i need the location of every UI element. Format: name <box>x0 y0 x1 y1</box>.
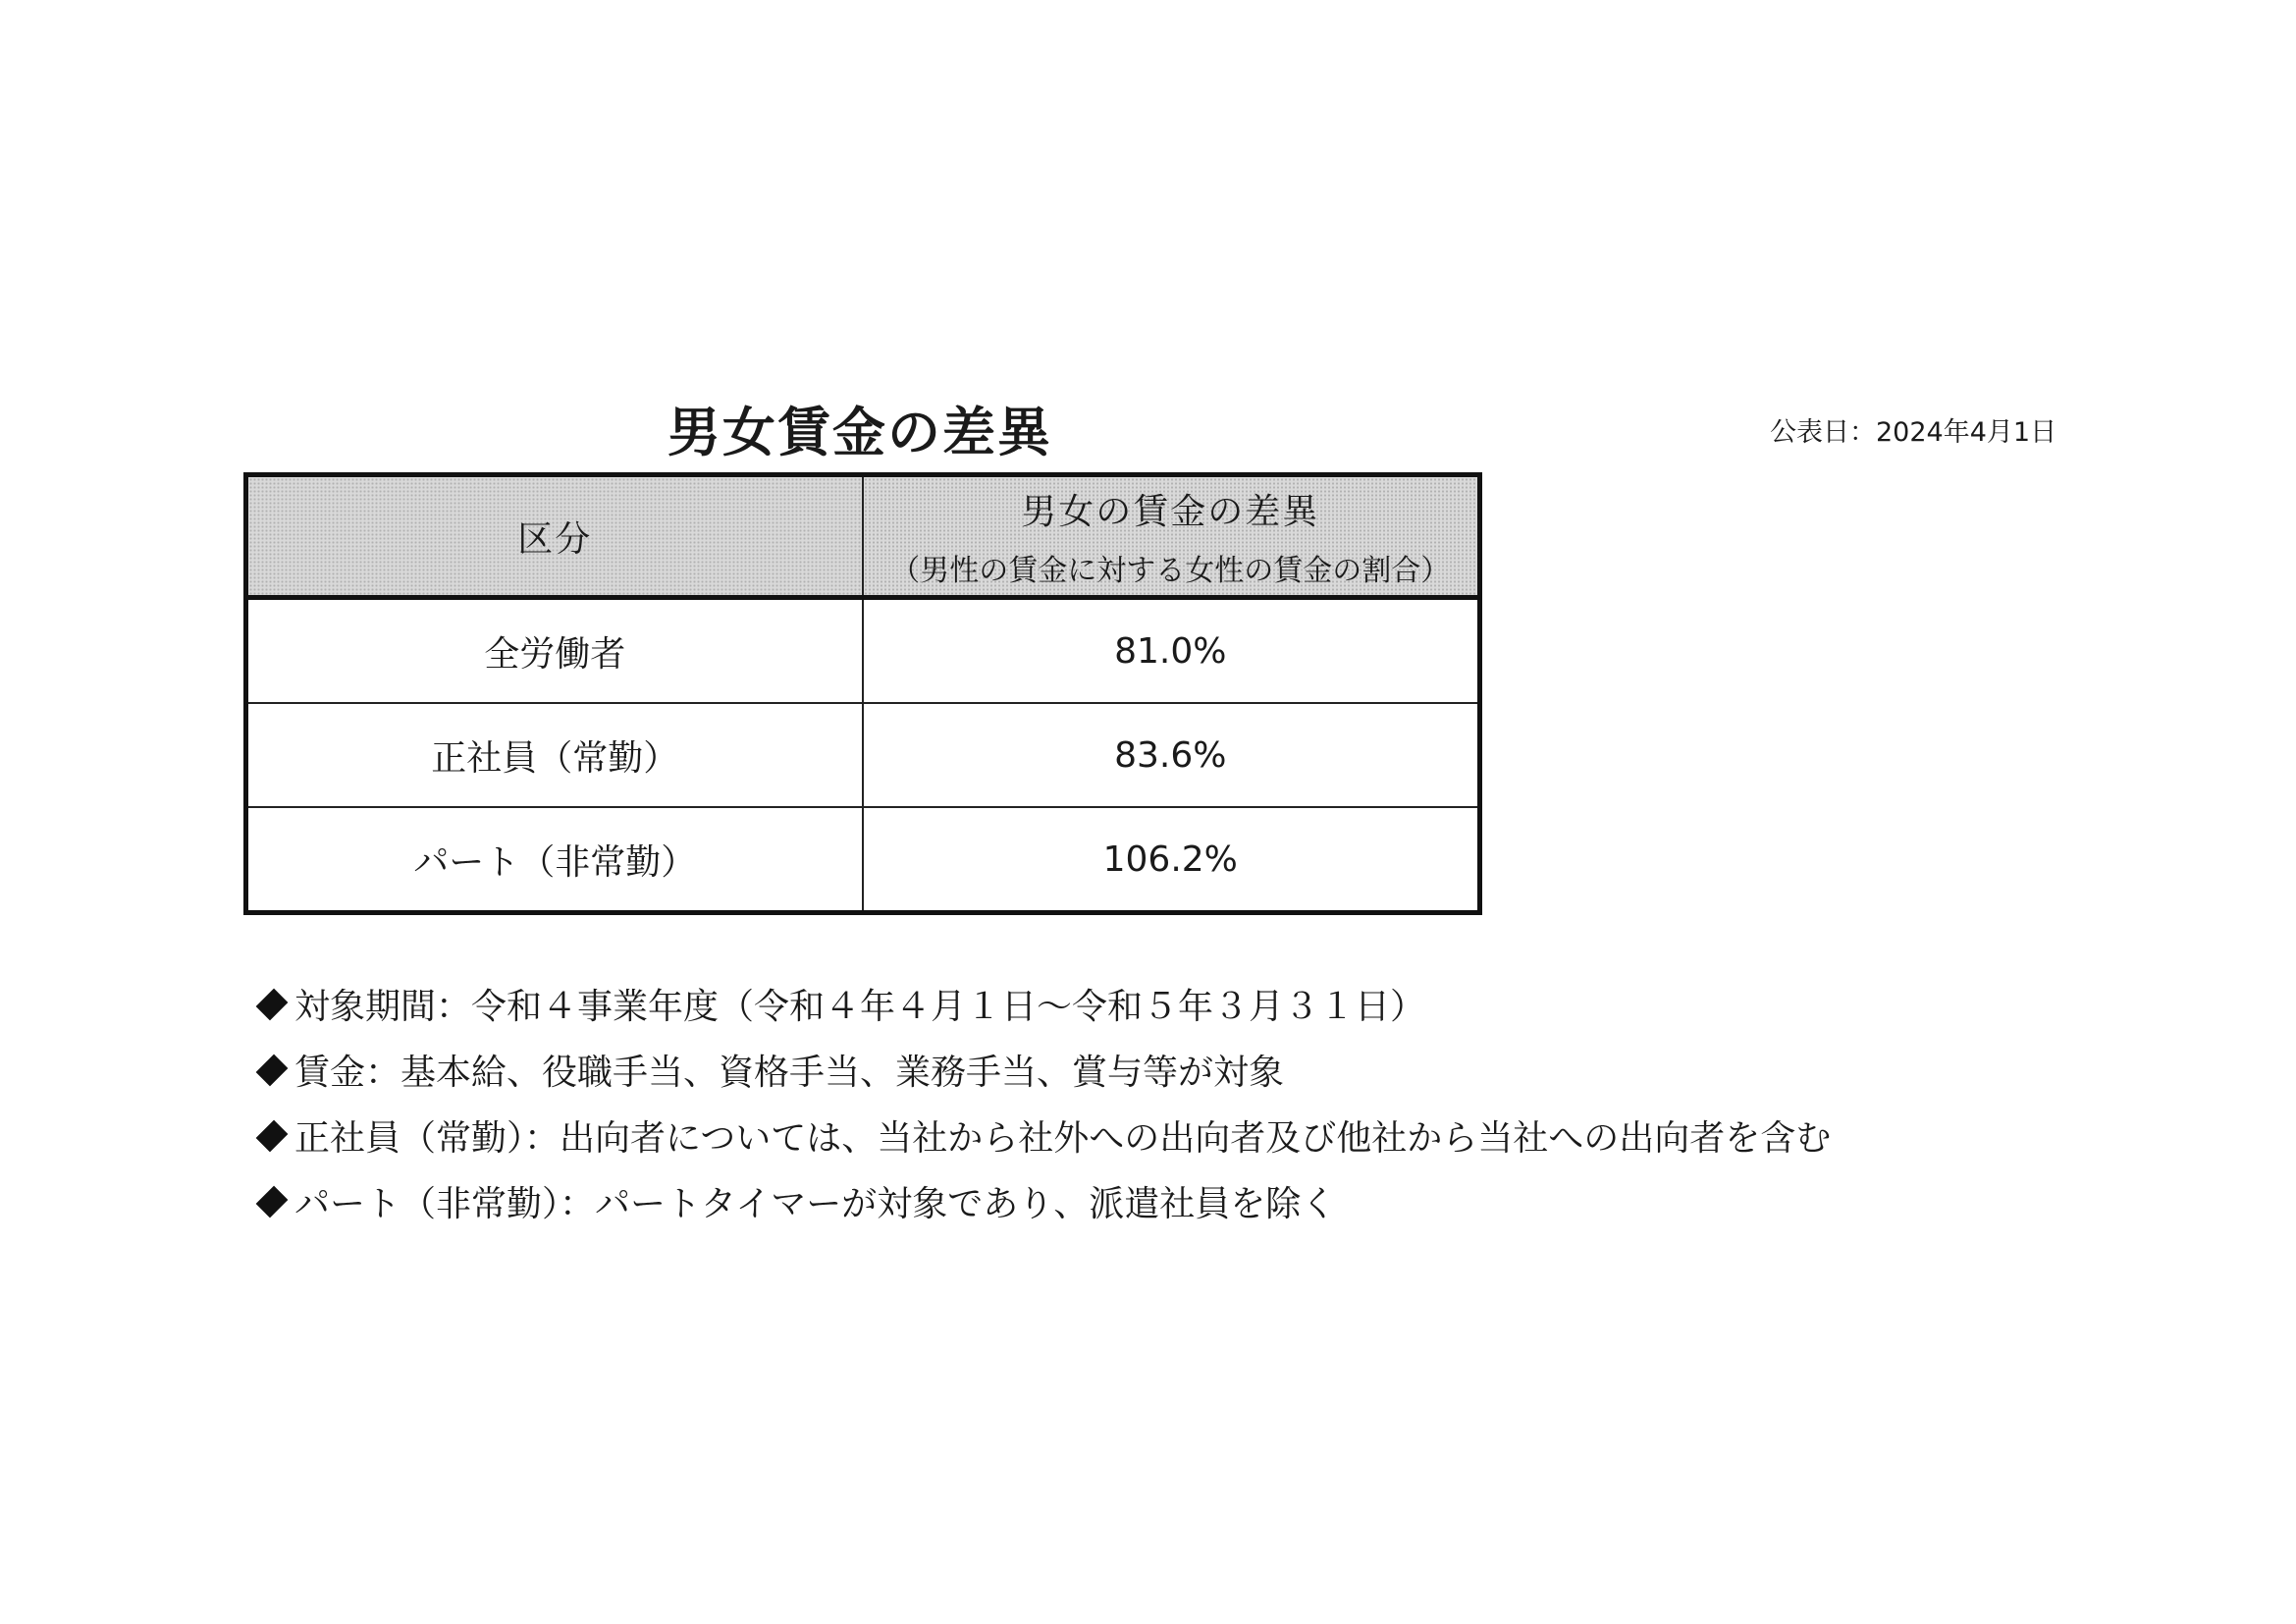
header-value-label: 男女の賃金の差異 <box>1021 491 1320 532</box>
wage-gap-table <box>243 472 1482 915</box>
table-header-row <box>246 475 1480 598</box>
diamond-bullet-icon <box>256 1120 289 1153</box>
header-category-label: 区分 <box>517 518 593 560</box>
row-value: 81.0% <box>863 598 1480 704</box>
header-value-sublabel: （男性の賃金に対する女性の賃金の割合） <box>890 553 1451 588</box>
note-item <box>253 980 1831 1046</box>
note-text: パート（非常勤）：パートタイマーが対象であり、派遣社員を除く <box>294 1184 1337 1224</box>
row-value: 106.2% <box>863 807 1480 913</box>
note-item <box>253 1177 1831 1243</box>
diamond-bullet-icon <box>256 989 289 1021</box>
row-category: 全労働者 <box>246 598 863 704</box>
page-title: 男女賃金の差異 <box>667 402 1052 463</box>
header-value <box>863 475 1480 598</box>
header-category <box>246 475 863 598</box>
row-value: 83.6% <box>863 703 1480 807</box>
diamond-bullet-icon <box>256 1186 289 1218</box>
table-row <box>246 598 1480 704</box>
note-item <box>253 1111 1831 1177</box>
table-row <box>246 807 1480 913</box>
note-text: 対象期間：令和４事業年度（令和４年４月１日～令和５年３月３１日） <box>294 987 1426 1027</box>
note-item <box>253 1046 1831 1111</box>
note-text: 正社員（常勤）：出向者については、当社から社外への出向者及び他社から当社への出向者を含む <box>294 1118 1832 1159</box>
table-row <box>246 703 1480 807</box>
publication-date: 公表日：2024年4月1日 <box>1770 417 2057 448</box>
note-text: 賃金：基本給、役職手当、資格手当、業務手当、賞与等が対象 <box>294 1053 1285 1093</box>
row-category: パート（非常勤） <box>246 807 863 913</box>
row-category: 正社員（常勤） <box>246 703 863 807</box>
notes-list <box>253 980 1831 1243</box>
diamond-bullet-icon <box>256 1055 289 1087</box>
